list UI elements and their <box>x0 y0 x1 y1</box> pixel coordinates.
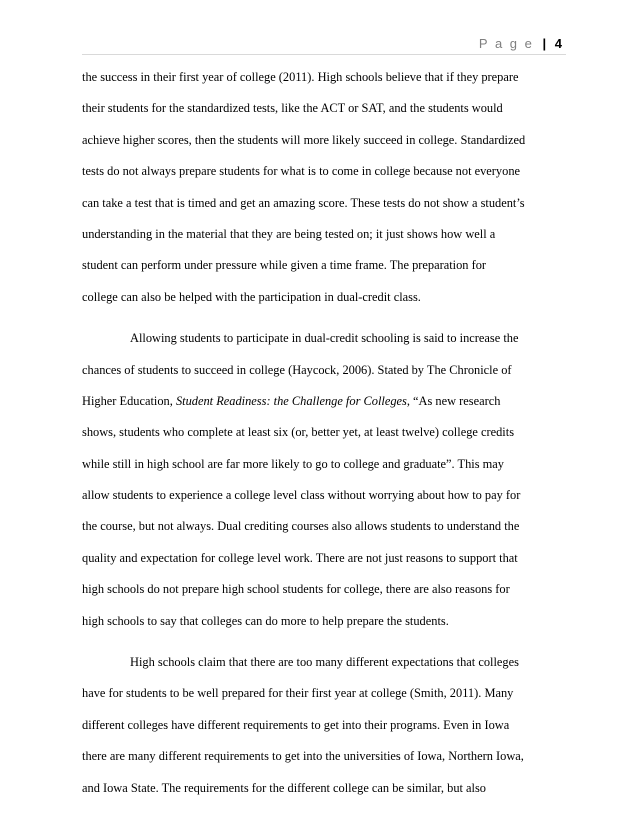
text-line: the success in their first year of college (2011). High schools believe that if they prepare <box>82 70 519 84</box>
text-line: have for students to be well prepared for their first year at college (Smith, 2011). Many <box>82 686 514 701</box>
text-line <box>82 386 566 417</box>
paragraph-gap <box>82 313 566 323</box>
text-line: understanding in the material that they are being tested on; it just shows how well a <box>82 226 496 241</box>
text-line: chances of students to succeed in college (Haycock, 2006). Stated by The Chronicle of <box>82 362 512 377</box>
text-span: , “As new research <box>406 393 501 408</box>
text-line: achieve higher scores, then the students will more likely succeed in college. Standardized <box>82 132 526 147</box>
text-line: high schools do not prepare high school students for college, there are also reasons for <box>82 582 510 597</box>
text-line: different colleges have different requirements to get into their programs. Even in Iowa <box>82 717 510 732</box>
text-line: and Iowa State. The requirements for the different college can be similar, but also <box>82 780 487 795</box>
page-number: 4 <box>554 36 562 51</box>
text-span: Higher Education, <box>82 393 176 408</box>
text-line: while still in high school are far more likely to go to college and graduate”. This may <box>82 456 504 471</box>
article-title: Student Readiness: the Challenge for Colleges <box>175 393 407 408</box>
document-body <box>82 62 566 804</box>
text-line: shows, students who complete at least six (or, better yet, at least twelve) college credits <box>82 425 515 440</box>
text-line: high schools to say that colleges can do more to help prepare the students. <box>82 613 449 628</box>
text-line: High schools claim that there are too many different expectations that colleges <box>130 655 519 670</box>
text-line: quality and expectation for college level work. There are not just reasons to support that <box>82 550 518 565</box>
page-header <box>479 36 562 51</box>
text-line: can take a test that is timed and get an amazing score. These tests do not show a student’s <box>82 195 525 210</box>
text-line: college can also be helped with the participation in dual-credit class. <box>82 289 421 304</box>
text-line: allow students to experience a college level class without worrying about how to pay for <box>82 488 521 503</box>
text-line: tests do not always prepare students for what is to come in college because not everyone <box>82 164 521 179</box>
text-line: the course, but not always. Dual crediting courses also allows students to understand the <box>82 519 520 534</box>
text-line: student can perform under pressure while given a time frame. The preparation for <box>82 258 487 273</box>
header-separator: | <box>542 36 547 51</box>
text-line: there are many different requirements to get into the universities of Iowa, Northern Iowa, <box>82 749 524 764</box>
text-line: their students for the standardized tests, like the ACT or SAT, and the students would <box>82 101 503 116</box>
page-label: P a g e <box>478 36 534 51</box>
header-rule <box>82 54 566 55</box>
paragraph-gap <box>82 637 566 647</box>
text-line: Allowing students to participate in dual-credit schooling is said to increase the <box>130 331 519 346</box>
